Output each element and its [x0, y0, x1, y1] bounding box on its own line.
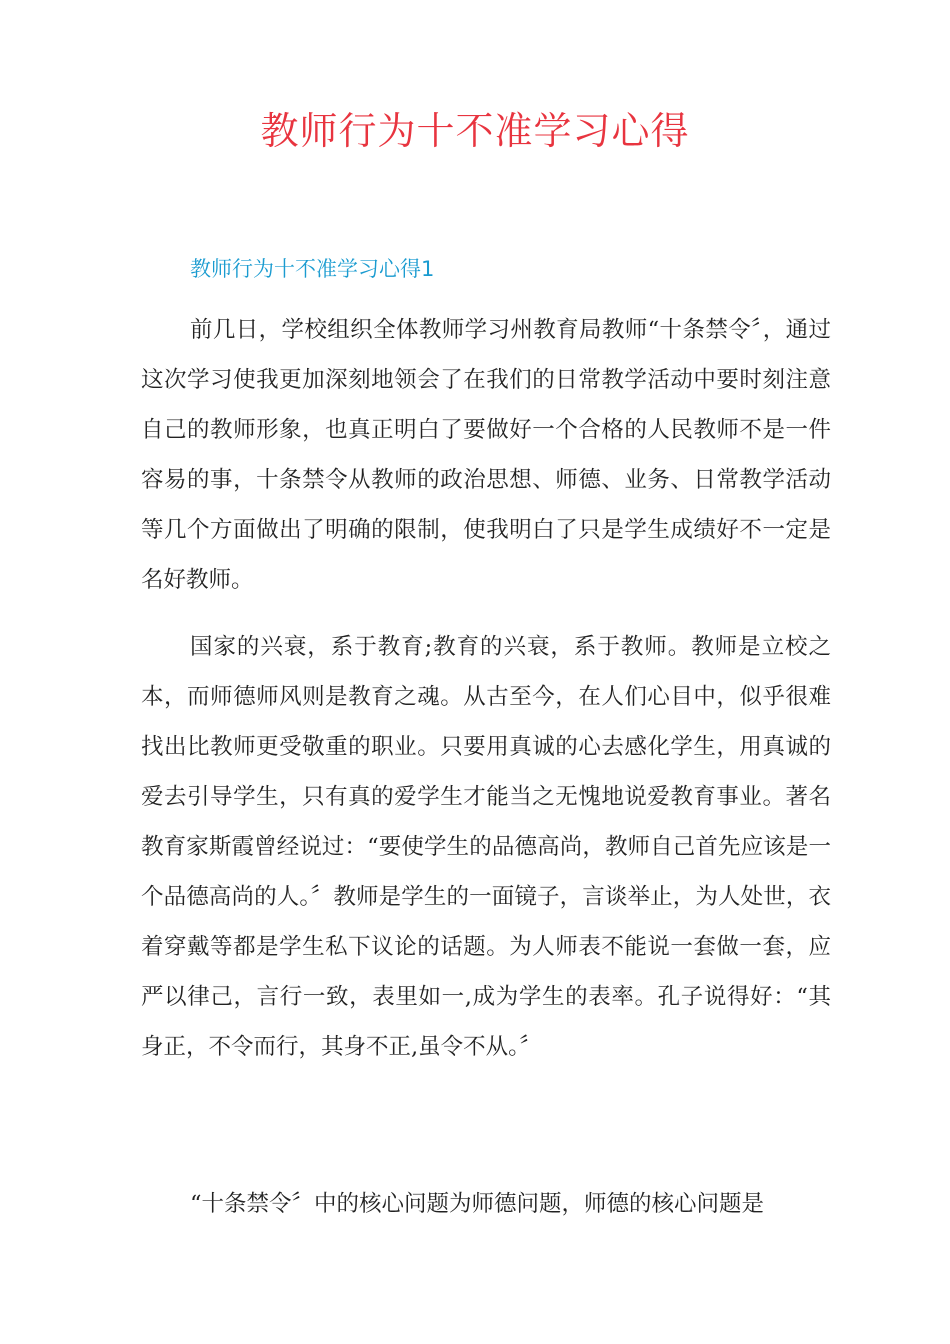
- paragraph-1: 前几日，学校组织全体教师学习州教育局教师“十条禁令〞，通过这次学习使我更加深刻地领会了在我们的日常教学活动中要时刻注意自己的教师形象，也真正明白了要做好一个合格的人民教师不是一件容易的事，十条禁令从教师的政治思想、师德、业务、日常教学活动等几个方面做出了明确的限制，使我明白了只是学生成绩好不一定是名好教师。: [141, 317, 831, 593]
- document-title: 教师行为十不准学习心得: [260, 109, 690, 153]
- section-heading: 教师行为十不准学习心得1: [190, 257, 435, 281]
- paragraph-2: 国家的兴衰，系于教育;教育的兴衰，系于教师。教师是立校之本，而师德师风则是教育之魂。从古至今，在人们心目中，似乎很难找出比教师更受敬重的职业。只要用真诚的心去感化学生，用真诚的爱去引导学生，只有真的爱学生才能当之无愧地说爱教育事业。著名教育家斯霞曾经说过：“要使学生的品德高尚，教师自己首先应该是一个品德高尚的人。〞教师是学生的一面镜子，言谈举止，为人处世，衣着穿戴等都是学生私下议论的话题。为人师表不能说一套做一套，应严以律己，言行一致，表里如一,成为学生的表率。孔子说得好：“其身正，不令而行，其身不正,虽令不从。〞: [141, 634, 831, 1060]
- paragraph-3: “十条禁令〞中的核心问题为师德问题，师德的核心问题是: [190, 1191, 765, 1217]
